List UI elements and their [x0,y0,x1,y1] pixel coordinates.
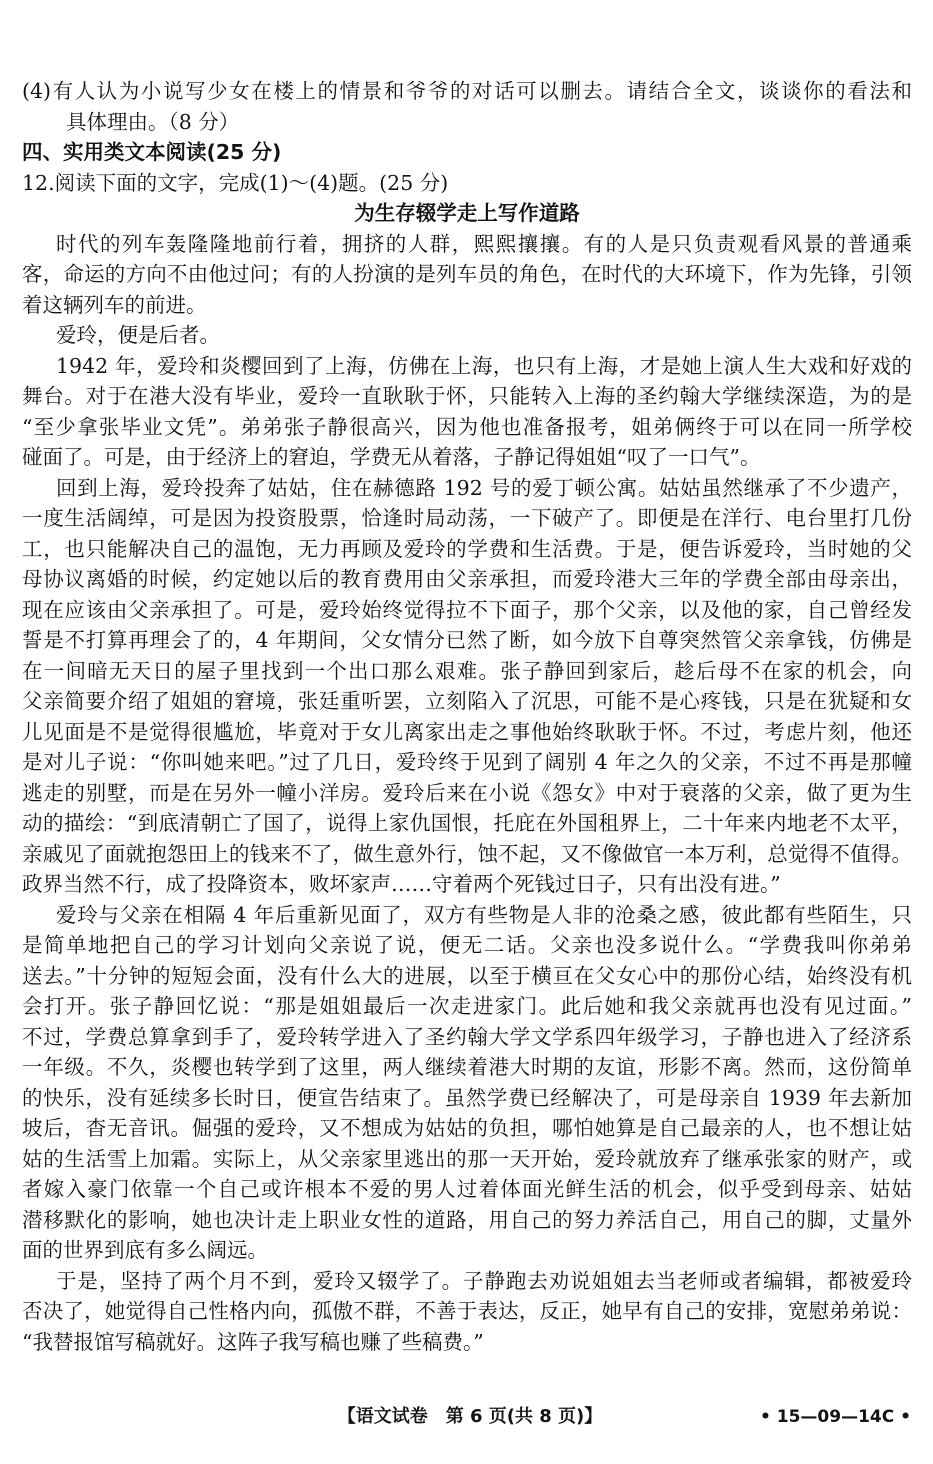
paragraph-line: 动的描绘：“到底清朝亡了国了，说得上家仇国恨，托庇在外国租界上，二十年来内地老不太平， [22,811,912,835]
paragraph-line: 姑的生活雪上加霜。实际上，从父亲家里逃出的那一天开始，爱玲就放弃了继承张家的财产，或 [22,1146,912,1171]
paragraph-line: 是对儿子说：“你叫她来吧。”过了几日，爱玲终于见到了阔别 4 年之久的父亲，不过不再是那幢 [22,750,912,774]
paragraph-line: 一度生活阔绰，可是因为投资股票，恰逢时局动荡，一下破产了。即便是在洋行、电台里打几份 [22,506,912,530]
paragraph-line: 潜移默化的影响，她也决计走上职业女性的道路，用自己的努力养活自己，用自己的脚，丈量外 [22,1207,912,1232]
footer-page-info: 【语文试卷 第 6 页(共 8 页)】 [337,1406,603,1427]
paragraph-line: 碰面了。可是，由于经济上的窘迫，学费无从着落，子静记得姐姐“叹了一口气”。 [22,445,761,469]
question-4-line: 具体理由。（8 分） [66,109,240,134]
paragraph-line: 回到上海，爱玲投奔了姑姑，住在赫德路 192 号的爱丁顿公寓。姑姑虽然继承了不少遗产， [56,475,912,500]
paragraph-line: 者嫁入豪门依靠一个自己或许根本不爱的男人过着体面光鲜生活的机会，似乎受到母亲、姑姑 [22,1177,912,1201]
paragraph-line: 母协议离婚的时候，约定她以后的教育费用由父亲承担，而爱玲港大三年的学费全部由母亲出， [22,567,912,591]
question-4-line: (4)有人认为小说写少女在楼上的情景和爷爷的对话可以删去。请结合全文，谈谈你的看法和 [22,79,912,103]
paragraph-line: “至少拿张毕业文凭”。弟弟张子静很高兴，因为他也准备报考，姐弟俩终于可以在同一所学校 [22,414,912,439]
paragraph-line: 会打开。张子静回忆说：“那是姐姐最后一次走进家门。此后她和我父亲就再也没有见过面。” [22,994,912,1018]
paragraph-line: 逃走的别墅，而是在另外一幢小洋房。爱玲后来在小说《怨女》中对于衰落的父亲，做了更为生 [22,780,912,805]
paragraph-line: 时代的列车轰隆隆地前行着，拥挤的人群，熙熙攘攘。有的人是只负责观看风景的普通乘 [56,231,912,256]
exam-page [22,76,912,1357]
article-paragraph [22,351,912,473]
footer-exam-code: • 15—09—14C • [759,1407,911,1427]
question-4-block [22,76,912,137]
paragraph-line: 爱玲，便是后者。 [56,323,220,347]
paragraph-line: 一年级。不久，炎樱也转学到了这里，两人继续着港大时期的友谊，形影不离。然而，这份简单 [22,1055,912,1079]
paragraph-line: 于是，坚持了两个月不到，爱玲又辍学了。子静跑去劝说姐姐去当老师或者编辑，都被爱玲 [56,1268,912,1293]
article-paragraph [22,1266,912,1358]
article-paragraph [22,473,912,900]
paragraph-line: 亲戚见了面就抱怨田上的钱来不了，做生意外行，蚀不起，又不像做官一本万利，总觉得不值得。 [22,841,912,866]
paragraph-line: 的快乐，没有延续多长时日，便宣告结束了。虽然学费已经解决了，可是母亲自 1939 年去新加 [22,1085,912,1110]
paragraph-line: 否决了，她觉得自己性格内向，孤傲不群，不善于表达，反正，她早有自己的安排，宽慰弟弟说： [22,1299,912,1323]
paragraph-line: 现在应该由父亲承担了。可是，爱玲始终觉得拉不下面子，那个父亲，以及他的家，自己曾经发 [22,597,912,622]
paragraph-line: 舞台。对于在港大没有毕业，爱玲一直耿耿于怀，只能转入上海的圣约翰大学继续深造，为的是 [22,384,912,408]
paragraph-line: 儿见面是不是觉得很尴尬，毕竟对于女儿离家出走之事他始终耿耿于怀。不过，考虑片刻，他还 [22,719,912,744]
paragraph-line: 面的世界到底有多么阔远。 [22,1238,268,1262]
article-paragraph [22,900,912,1266]
paragraph-line: 是简单地把自己的学习计划向父亲说了说，便无二话。父亲也没多说什么。“学费我叫你弟弟 [22,933,912,957]
paragraph-line: 誓是不打算再理会了的，4 年期间，父女情分已然了断，如今放下自尊突然管父亲拿钱，仿佛是 [22,628,912,652]
article-title: 为生存辍学走上写作道路 [354,201,580,225]
question-12-prompt: 12.阅读下面的文字，完成(1)～(4)题。(25 分) [22,170,449,195]
paragraph-line: 不过，学费总算拿到手了，爱玲转学进入了圣约翰大学文学系四年级学习，子静也进入了经济系 [22,1024,912,1049]
article-body [22,229,912,1358]
paragraph-line: 父亲简要介绍了姐姐的窘境，张廷重听罢，立刻陷入了沉思，可能不是心疼钱，只是在犹疑和女 [22,689,912,713]
paragraph-line: 送去。”十分钟的短短会面，没有什么大的进展，以至于横亘在父女心中的那份心结，始终没有机 [22,963,912,988]
paragraph-line: 着这辆列车的前进。 [22,292,207,317]
section-heading: 四、实用类文本阅读(25 分) [22,140,282,164]
paragraph-line: 坡后，杳无音讯。倔强的爱玲，又不想成为姑姑的负担，哪怕她算是自己最亲的人，也不想让姑 [22,1116,912,1140]
paragraph-line: 1942 年，爱玲和炎樱回到了上海，仿佛在上海，也只有上海，才是她上演人生大戏和好戏的 [56,353,912,378]
paragraph-line: 客，命运的方向不由他过问；有的人扮演的是列车员的角色，在时代的大环境下，作为先锋，引领 [22,262,912,286]
page-footer [0,1402,933,1432]
paragraph-line: “我替报馆写稿就好。这阵子我写稿也赚了些稿费。” [22,1329,484,1354]
paragraph-line: 在一间暗无天日的屋子里找到一个出口那么艰难。张子静回到家后，趁后母不在家的机会，向 [22,658,912,683]
article-paragraph [22,320,912,351]
article-paragraph [22,229,912,321]
paragraph-line: 政界当然不行，成了投降资本，败坏家声……守着两个死钱过日子，只有出没有进。” [22,872,781,896]
paragraph-line: 爱玲与父亲在相隔 4 年后重新见面了，双方有些物是人非的沧桑之感，彼此都有些陌生，只 [56,902,912,927]
paragraph-line: 工，也只能解决自己的温饱，无力再顾及爱玲的学费和生活费。于是，便告诉爱玲，当时她的父 [22,536,912,561]
